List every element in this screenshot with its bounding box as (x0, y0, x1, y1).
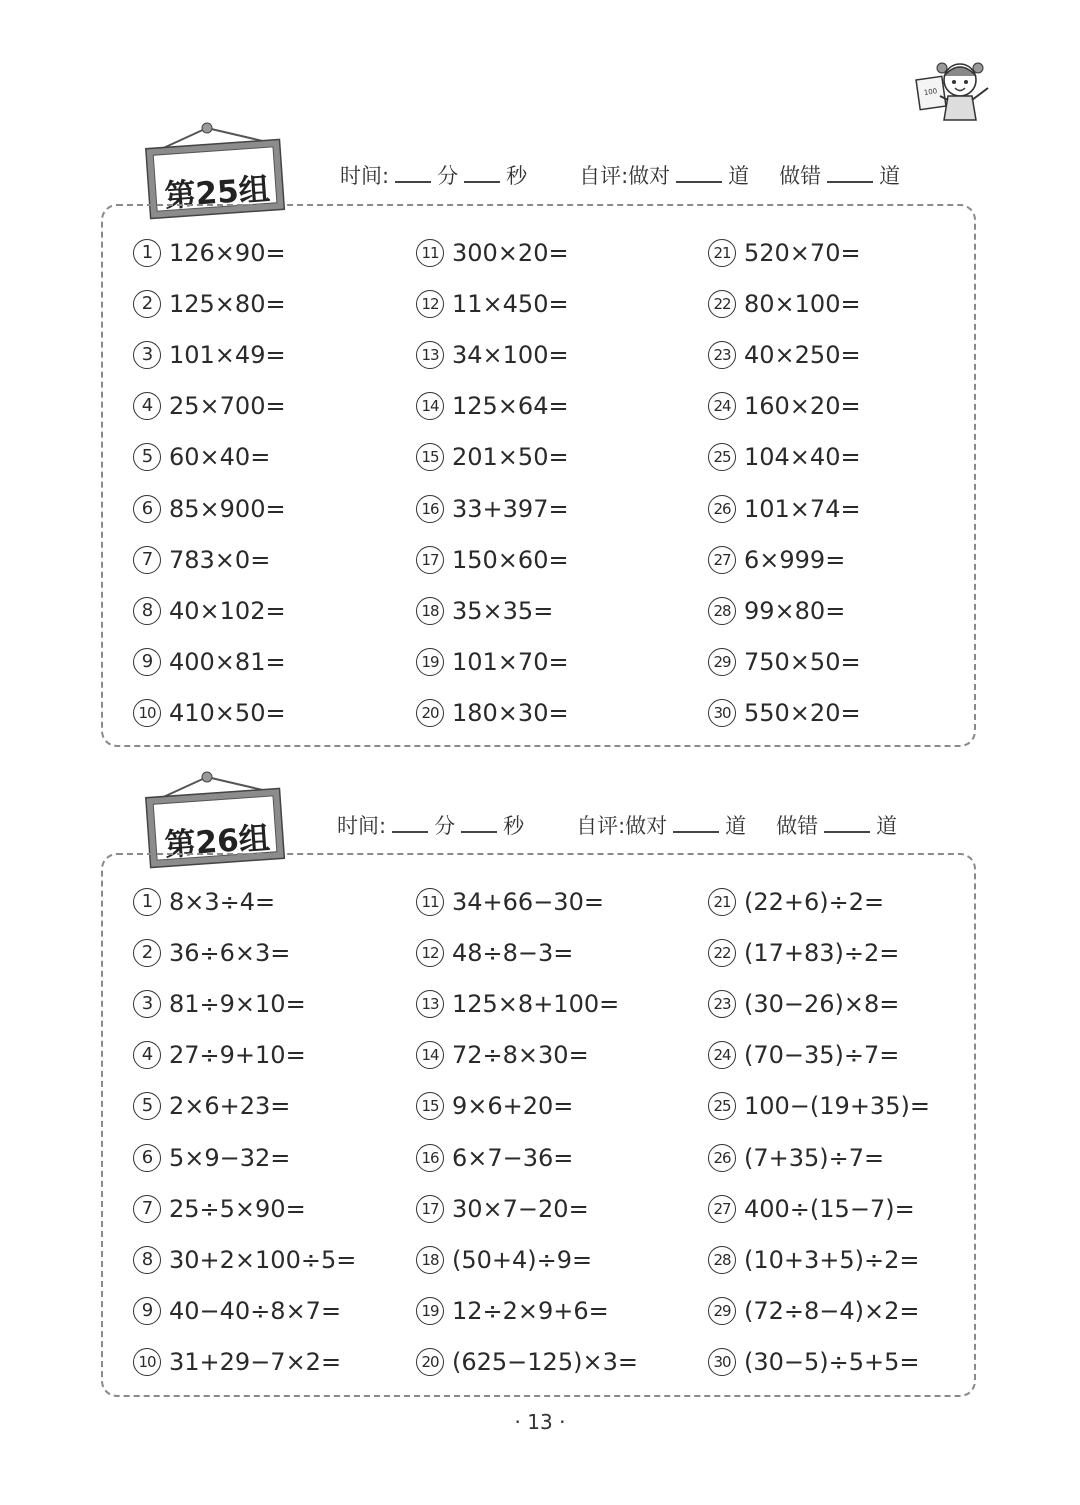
problem-item (416, 1291, 609, 1331)
problem-item (133, 386, 286, 426)
problem-expression: 33+397= (452, 494, 569, 523)
problem-number-circle: 8 (133, 1246, 161, 1274)
problem-expression: 80×100= (744, 290, 861, 319)
wrong-blank[interactable] (827, 163, 873, 183)
problem-number-circle: 3 (133, 990, 161, 1018)
problem-number-circle: 13 (416, 990, 444, 1018)
problem-number-circle: 14 (416, 392, 444, 420)
problem-expression: (50+4)÷9= (452, 1245, 593, 1274)
problem-number-circle: 15 (416, 443, 444, 471)
problem-expression: 6×7−36= (452, 1143, 574, 1172)
problem-item (416, 233, 569, 273)
problem-item (708, 1086, 930, 1126)
problem-number-circle: 9 (133, 1297, 161, 1325)
problem-number-circle: 26 (708, 495, 736, 523)
problem-number-circle: 24 (708, 392, 736, 420)
second-blank[interactable] (464, 163, 500, 183)
problem-item (133, 591, 286, 631)
problem-number-circle: 21 (708, 239, 736, 267)
problem-expression: 160×20= (744, 392, 861, 421)
problem-number-circle: 7 (133, 546, 161, 574)
problem-number-circle: 29 (708, 648, 736, 676)
problem-number-circle: 24 (708, 1041, 736, 1069)
page-number: · 13 · (514, 1410, 566, 1434)
problem-expression: 40×250= (744, 341, 861, 370)
problem-item (708, 933, 899, 973)
problem-expression: 100−(19+35)= (744, 1092, 930, 1121)
minute-label: 分 (434, 814, 456, 838)
problem-expression: 35×35= (452, 596, 554, 625)
problem-item (708, 1189, 915, 1229)
problem-number-circle: 8 (133, 597, 161, 625)
problem-expression: 125×8+100= (452, 990, 620, 1019)
minute-blank[interactable] (392, 813, 428, 833)
problem-expression: 9×6+20= (452, 1092, 574, 1121)
problem-item (133, 1035, 306, 1075)
problem-number-circle: 20 (416, 1348, 444, 1376)
problem-item (133, 437, 270, 477)
problem-expression: 6×999= (744, 545, 846, 574)
problem-expression: 104×40= (744, 443, 861, 472)
problem-panel (101, 204, 976, 747)
problem-item (416, 693, 569, 733)
problem-expression: 8×3÷4= (169, 888, 276, 916)
problem-item (133, 489, 286, 529)
group-title: 第25组 (163, 171, 271, 215)
problem-number-circle: 6 (133, 1144, 161, 1172)
problem-item (133, 1342, 341, 1382)
problem-item (708, 233, 861, 273)
problem-expression: 11×450= (452, 290, 569, 319)
problem-number-circle: 4 (133, 1041, 161, 1069)
problem-expression: 400×81= (169, 647, 286, 676)
problem-number-circle: 27 (708, 546, 736, 574)
problem-item (416, 1086, 573, 1126)
problem-item (133, 335, 286, 375)
problem-expression: 550×20= (744, 698, 861, 727)
problem-number-circle: 5 (133, 443, 161, 471)
wrong-label: 做错 (776, 814, 819, 838)
problem-number-circle: 19 (416, 648, 444, 676)
problem-item (708, 1035, 899, 1075)
problem-expression: 81÷9×10= (169, 990, 306, 1019)
problem-number-circle: 1 (133, 239, 161, 267)
problem-number-circle: 10 (133, 699, 161, 727)
problem-expression: (625−125)×3= (452, 1347, 638, 1376)
problem-expression: (22+6)÷2= (744, 888, 885, 916)
problem-item (133, 693, 286, 733)
wrong-label: 做错 (779, 164, 822, 188)
time-eval-header (340, 160, 900, 190)
problem-item (416, 335, 569, 375)
problem-item (133, 882, 275, 922)
problem-number-circle: 20 (416, 699, 444, 727)
wrong-unit: 道 (876, 814, 898, 838)
problem-expression: 400÷(15−7)= (744, 1194, 915, 1223)
problem-number-circle: 18 (416, 1246, 444, 1274)
problem-number-circle: 17 (416, 546, 444, 574)
problem-item (133, 933, 290, 973)
problem-item (416, 1342, 638, 1382)
problem-item (708, 1240, 920, 1280)
problem-number-circle: 28 (708, 597, 736, 625)
problem-expression: 520×70= (744, 239, 861, 267)
problem-number-circle: 16 (416, 495, 444, 523)
problem-number-circle: 26 (708, 1144, 736, 1172)
problem-expression: 25×700= (169, 392, 286, 421)
minute-blank[interactable] (395, 163, 431, 183)
problem-number-circle: 12 (416, 939, 444, 967)
correct-unit: 道 (725, 814, 747, 838)
problem-number-circle: 18 (416, 597, 444, 625)
problem-number-circle: 27 (708, 1195, 736, 1223)
problem-item (416, 1240, 592, 1280)
problem-number-circle: 29 (708, 1297, 736, 1325)
problem-expression: 60×40= (169, 443, 271, 472)
problem-expression: 125×64= (452, 392, 569, 421)
second-label: 秒 (506, 164, 528, 188)
problem-expression: 5×9−32= (169, 1143, 291, 1172)
problem-expression: 25÷5×90= (169, 1194, 306, 1223)
problem-item (708, 284, 861, 324)
problem-item (416, 437, 569, 477)
problem-number-circle: 17 (416, 1195, 444, 1223)
problem-expression: 36÷6×3= (169, 939, 291, 968)
time-label: 时间: (337, 814, 387, 838)
problem-number-circle: 16 (416, 1144, 444, 1172)
problem-number-circle: 25 (708, 1092, 736, 1120)
problem-number-circle: 4 (133, 392, 161, 420)
problem-expression: 101×74= (744, 494, 861, 523)
problem-item (133, 1189, 306, 1229)
problem-expression: 150×60= (452, 545, 569, 574)
problem-item (133, 1138, 290, 1178)
problem-number-circle: 23 (708, 341, 736, 369)
problem-number-circle: 30 (708, 699, 736, 727)
problem-expression: 85×900= (169, 494, 286, 523)
problem-item (416, 540, 569, 580)
second-label: 秒 (503, 814, 525, 838)
problem-expression: 99×80= (744, 596, 846, 625)
problem-number-circle: 28 (708, 1246, 736, 1274)
problem-number-circle: 3 (133, 341, 161, 369)
problem-item (133, 284, 286, 324)
problem-number-circle: 12 (416, 290, 444, 318)
problem-number-circle: 23 (708, 990, 736, 1018)
problem-item (708, 693, 861, 733)
problem-expression: 30+2×100÷5= (169, 1245, 357, 1274)
problem-item (133, 1240, 356, 1280)
problem-expression: 201×50= (452, 443, 569, 472)
problem-number-circle: 13 (416, 341, 444, 369)
problem-item (416, 591, 553, 631)
problem-item (416, 1035, 589, 1075)
svg-text:100: 100 (923, 87, 938, 97)
problem-item (416, 1138, 573, 1178)
problem-number-circle: 21 (708, 888, 736, 916)
problem-item (416, 386, 569, 426)
problem-number-circle: 15 (416, 1092, 444, 1120)
problem-number-circle: 7 (133, 1195, 161, 1223)
problem-expression: 180×30= (452, 698, 569, 727)
problem-number-circle: 19 (416, 1297, 444, 1325)
problem-expression: 27÷9+10= (169, 1041, 306, 1070)
correct-unit: 道 (728, 164, 750, 188)
problem-expression: 40×102= (169, 596, 286, 625)
problem-item (708, 335, 861, 375)
problem-expression: 101×49= (169, 341, 286, 370)
problem-number-circle: 11 (416, 239, 444, 267)
problem-expression: (30−26)×8= (744, 990, 900, 1019)
problem-number-circle: 2 (133, 939, 161, 967)
problem-expression: (72÷8−4)×2= (744, 1296, 920, 1325)
problem-expression: 34×100= (452, 341, 569, 370)
wrong-blank[interactable] (824, 813, 870, 833)
group-title: 第26组 (163, 820, 271, 864)
second-blank[interactable] (461, 813, 497, 833)
problem-expression: 31+29−7×2= (169, 1347, 342, 1376)
problem-expression: 34+66−30= (452, 888, 604, 916)
problem-number-circle: 30 (708, 1348, 736, 1376)
problem-number-circle: 25 (708, 443, 736, 471)
time-eval-header (337, 810, 897, 840)
problem-expression: 12÷2×9+6= (452, 1296, 609, 1325)
problem-panel (101, 853, 976, 1397)
problem-expression: 40−40÷8×7= (169, 1296, 342, 1325)
problem-expression: (70−35)÷7= (744, 1041, 900, 1070)
correct-blank[interactable] (673, 813, 719, 833)
problem-item (416, 882, 604, 922)
problem-item (416, 984, 619, 1024)
problem-expression: 30×7−20= (452, 1194, 589, 1223)
problem-item (133, 1291, 341, 1331)
correct-blank[interactable] (676, 163, 722, 183)
correct-label: 自评:做对 (579, 164, 671, 188)
problem-expression: 48÷8−3= (452, 939, 574, 968)
problem-item (416, 642, 569, 682)
problem-expression: 126×90= (169, 239, 286, 267)
time-label: 时间: (340, 164, 390, 188)
problem-expression: 101×70= (452, 647, 569, 676)
problem-item (708, 984, 899, 1024)
problem-item (416, 284, 569, 324)
problem-item (133, 540, 270, 580)
problem-item (708, 437, 861, 477)
problem-item (416, 1189, 589, 1229)
problem-expression: 125×80= (169, 290, 286, 319)
problem-number-circle: 5 (133, 1092, 161, 1120)
problem-expression: 2×6+23= (169, 1092, 291, 1121)
problem-number-circle: 2 (133, 290, 161, 318)
problem-expression: 783×0= (169, 545, 271, 574)
problem-item (133, 642, 286, 682)
problem-item (708, 489, 861, 529)
problem-number-circle: 10 (133, 1348, 161, 1376)
problem-item (416, 933, 573, 973)
problem-item (133, 233, 286, 273)
problem-item (708, 1342, 920, 1382)
problem-item (708, 1138, 884, 1178)
problem-item (133, 984, 306, 1024)
problem-item (708, 540, 845, 580)
problem-number-circle: 9 (133, 648, 161, 676)
problem-number-circle: 14 (416, 1041, 444, 1069)
problem-number-circle: 6 (133, 495, 161, 523)
problem-item (708, 642, 861, 682)
mascot-girl-illustration (912, 52, 1002, 132)
problem-number-circle: 22 (708, 290, 736, 318)
problem-number-circle: 1 (133, 888, 161, 916)
problem-item (708, 591, 845, 631)
problem-number-circle: 11 (416, 888, 444, 916)
correct-label: 自评:做对 (576, 814, 668, 838)
problem-item (133, 1086, 290, 1126)
wrong-unit: 道 (879, 164, 901, 188)
problem-number-circle: 22 (708, 939, 736, 967)
problem-expression: 410×50= (169, 698, 286, 727)
problem-expression: (30−5)÷5+5= (744, 1347, 920, 1376)
problem-expression: (10+3+5)÷2= (744, 1245, 920, 1274)
problem-item (708, 386, 861, 426)
problem-item (708, 1291, 920, 1331)
problem-item (708, 882, 884, 922)
minute-label: 分 (437, 164, 459, 188)
problem-item (416, 489, 569, 529)
problem-expression: 750×50= (744, 647, 861, 676)
problem-expression: (7+35)÷7= (744, 1143, 885, 1172)
problem-expression: 72÷8×30= (452, 1041, 589, 1070)
problem-expression: 300×20= (452, 239, 569, 267)
problem-expression: (17+83)÷2= (744, 939, 900, 968)
